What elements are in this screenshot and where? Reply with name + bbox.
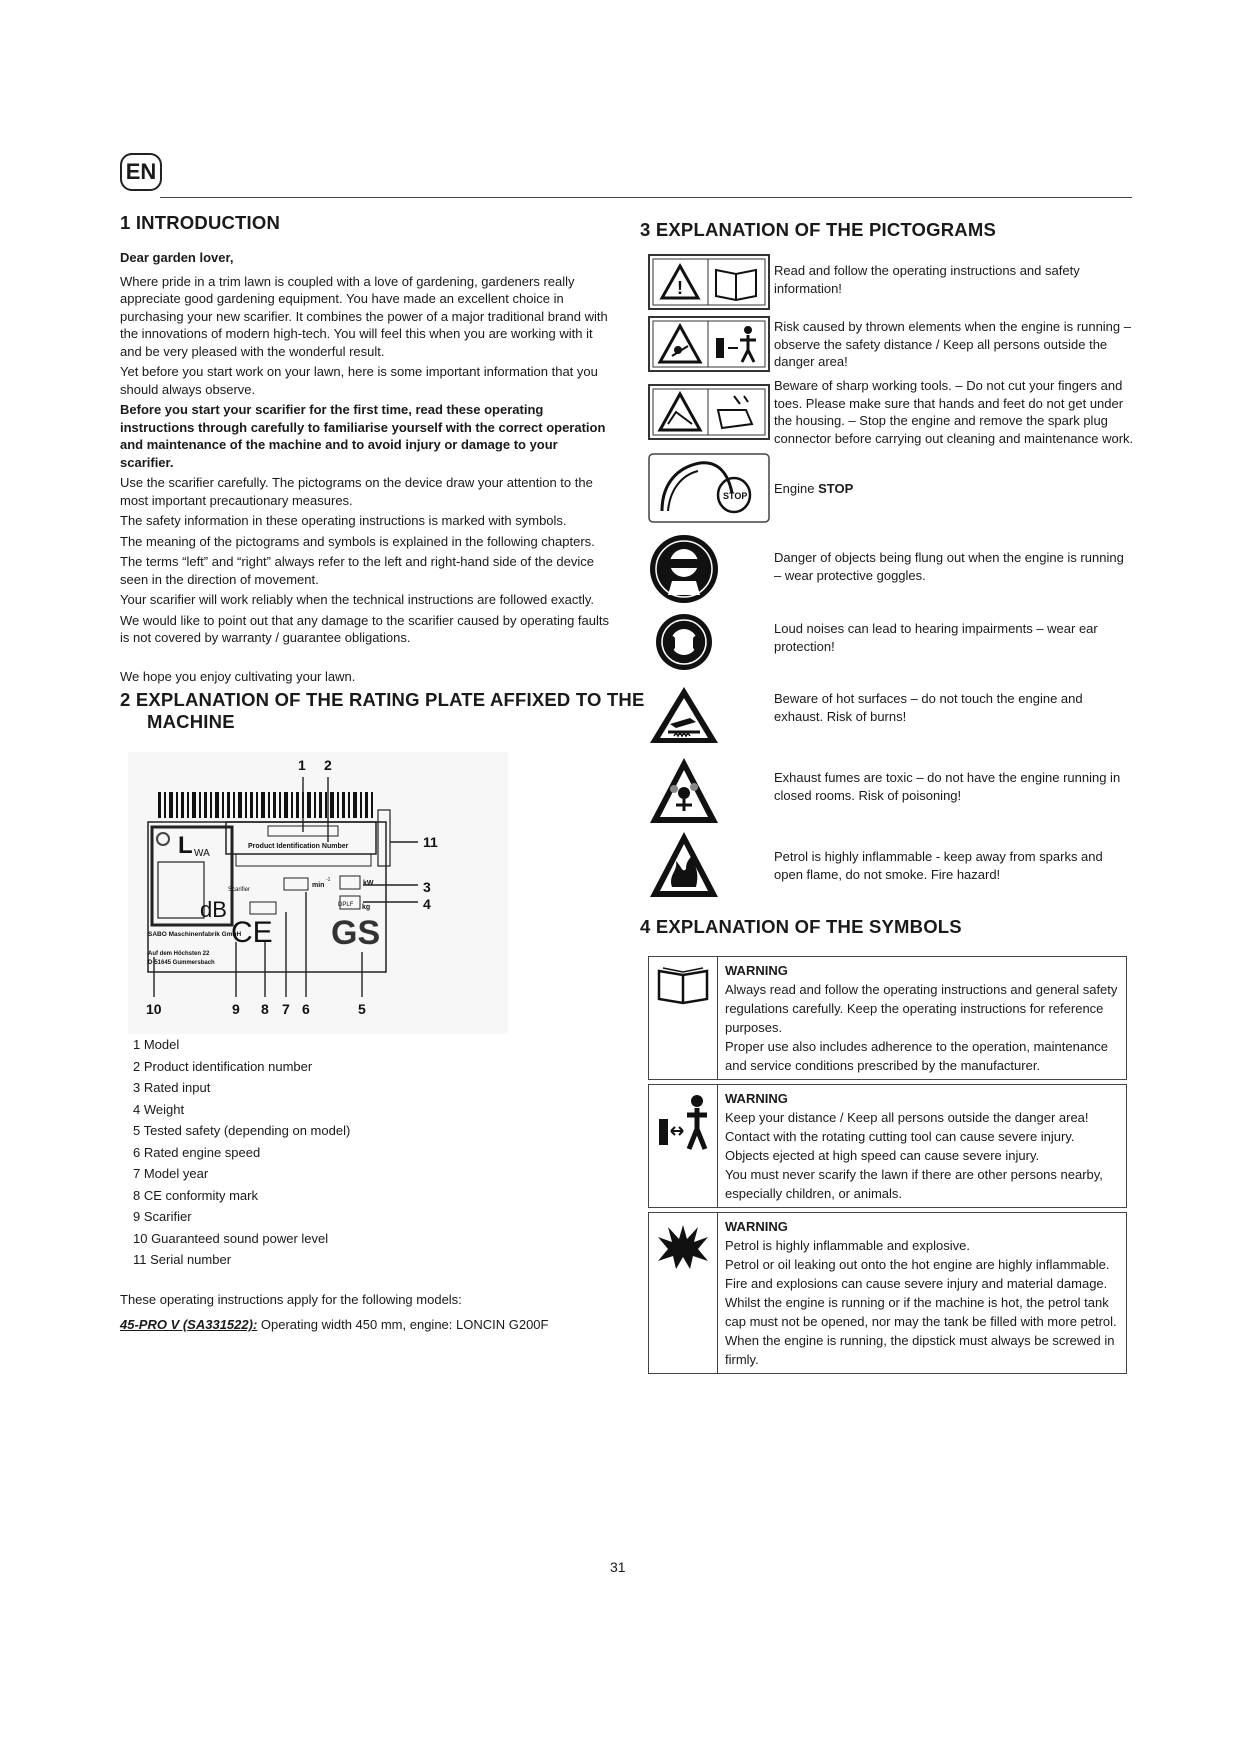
ear-protection-pictogram bbox=[648, 612, 720, 672]
kg-label: kg bbox=[362, 904, 371, 911]
intro-closing: We hope you enjoy cultivating your lawn. bbox=[120, 668, 356, 684]
callout-number: 7 bbox=[282, 1001, 290, 1017]
intro-paragraph: Yet before you start work on your lawn, here is some important information that you should always observe. bbox=[120, 364, 598, 397]
legend-item: 10 Guaranteed sound power level bbox=[133, 1230, 329, 1246]
models-intro: These operating instructions apply for the following models: bbox=[120, 1292, 462, 1307]
model-line bbox=[120, 1315, 548, 1335]
goggles-pictogram bbox=[648, 533, 720, 605]
maker-address-line1: Auf dem Höchsten 22 bbox=[148, 951, 210, 957]
scarifier-label: Scarifier bbox=[228, 887, 251, 893]
keep-distance-icon bbox=[655, 1093, 711, 1153]
legend-item: 1 Model bbox=[133, 1037, 180, 1052]
legend-item: 8 CE conformity mark bbox=[133, 1187, 258, 1203]
legend-item: 3 Rated input bbox=[133, 1080, 211, 1095]
warning-title: WARNING bbox=[725, 1091, 788, 1106]
legend-item: 9 Scarifier bbox=[133, 1209, 192, 1224]
engine-stop-pictogram bbox=[648, 453, 770, 523]
pictogram-text: Exhaust fumes are toxic – do not have the engine running in closed rooms. Risk of poisoning! bbox=[774, 770, 1121, 803]
callout-number: 4 bbox=[423, 896, 431, 912]
callout-number: 2 bbox=[324, 757, 332, 773]
product-id-label: Product Identification Number bbox=[248, 843, 349, 850]
intro-paragraph: Use the scarifier carefully. The pictograms on the device draw your attention to the most important precautionary measures. bbox=[120, 475, 593, 508]
book-icon bbox=[656, 965, 710, 1005]
symbol-icon-cell bbox=[649, 957, 718, 1079]
callout-number: 10 bbox=[146, 1001, 162, 1017]
intro-body bbox=[120, 249, 610, 688]
maker-address-line2: D-51645 Gummersbach bbox=[148, 960, 215, 966]
lwa-subscript: WA bbox=[194, 848, 210, 859]
intro-greeting: Dear garden lover, bbox=[120, 250, 234, 265]
symbol-row bbox=[648, 1084, 1127, 1208]
kw-label: kW bbox=[363, 880, 374, 887]
symbol-icon-cell bbox=[649, 1085, 718, 1207]
symbol-row bbox=[648, 956, 1127, 1080]
callout-number: 8 bbox=[261, 1001, 269, 1017]
sharp-tools-pictogram bbox=[648, 384, 770, 440]
pictogram-text: Loud noises can lead to hearing impairments – wear ear protection! bbox=[774, 621, 1098, 654]
language-badge: EN bbox=[120, 153, 162, 191]
pictogram-text: Petrol is highly inflammable - keep away from sparks and open flame, do not smoke. Fire hazard! bbox=[774, 849, 1103, 882]
ce-mark: CE bbox=[231, 916, 273, 949]
thrown-objects-pictogram bbox=[648, 316, 770, 372]
ear-muff-icon bbox=[667, 636, 675, 650]
pictogram-text: Risk caused by thrown elements when the engine is running – observe the safety distance / Keep all persons outside the danger area! bbox=[774, 319, 1131, 369]
intro-paragraph: The meaning of the pictograms and symbols is explained in the following chapters. bbox=[120, 533, 595, 549]
warning-line: Petrol or oil leaking out onto the hot engine are highly inflammable. bbox=[725, 1257, 1110, 1272]
model-description: Operating width 450 mm, engine: LONCIN G200F bbox=[257, 1317, 549, 1332]
pictogram-text: Danger of objects being flung out when the engine is running – wear protective goggles. bbox=[774, 550, 1124, 583]
rating-plate-diagram bbox=[128, 752, 508, 1034]
legend-item: 7 Model year bbox=[133, 1166, 209, 1181]
legend-item: 2 Product identification number bbox=[133, 1058, 313, 1074]
gs-mark: GS bbox=[331, 914, 381, 952]
intro-paragraph: We would like to point out that any damage to the scarifier caused by operating faults is not covered by warranty / guarantee obligations. bbox=[120, 612, 609, 645]
engine-stop-label: STOP bbox=[818, 481, 854, 496]
warning-line: When the engine is running, the dipstick must always be screwed in firmly. bbox=[725, 1333, 1115, 1367]
warning-title: WARNING bbox=[725, 963, 788, 978]
stop-button-label: STOP bbox=[723, 491, 748, 501]
intro-paragraph: The safety information in these operating instructions is marked with symbols. bbox=[120, 513, 567, 528]
svg-text:!: ! bbox=[677, 278, 683, 298]
lwa-label: L bbox=[178, 832, 193, 859]
legend-item: 11 Serial number bbox=[133, 1252, 232, 1267]
callout-number: 3 bbox=[423, 879, 431, 895]
intro-paragraph: Where pride in a trim lawn is coupled with a love of gardening, gardeners really appreciate good gardening equipment. You have made an excellent choice in purchasing your new scarifier. It combines the power of a major traditional brand with the innovations of modern high-tech. You will feel this when you are working with it and be very pleased with the wonderful result. bbox=[120, 273, 608, 359]
legend-item: 5 Tested safety (depending on model) bbox=[133, 1123, 351, 1138]
models-block bbox=[120, 1290, 548, 1335]
rating-heading-line1: 2 EXPLANATION OF THE RATING PLATE AFFIXED TO THE bbox=[120, 689, 645, 710]
symbol-text-cell bbox=[718, 1213, 1126, 1373]
explosion-icon bbox=[656, 1221, 710, 1271]
hot-surface-pictogram bbox=[648, 684, 720, 746]
toxic-fumes-pictogram bbox=[648, 755, 720, 827]
person-icon bbox=[744, 326, 752, 334]
intro-paragraph: The terms “left” and “right” always refer to the left and right-hand side of the device seen in the direction of movement. bbox=[120, 554, 595, 587]
legend-item: 4 Weight bbox=[133, 1101, 185, 1117]
pictogram-text: Read and follow the operating instructions and safety information! bbox=[774, 263, 1080, 296]
warning-line: You must never scarify the lawn if there are other persons nearby, especially children, or animals. bbox=[725, 1167, 1103, 1201]
model-name: 45-PRO V (SA331522): bbox=[120, 1317, 258, 1332]
pictogram-text: Beware of hot surfaces – do not touch the engine and exhaust. Risk of burns! bbox=[774, 691, 1083, 724]
symbol-text-cell bbox=[718, 1085, 1126, 1207]
min-superscript: -1 bbox=[326, 877, 331, 883]
symbol-icon-cell bbox=[649, 1213, 718, 1373]
warning-line: Objects ejected at high speed can cause severe injury. bbox=[725, 1148, 1040, 1163]
callout-number: 11 bbox=[423, 834, 438, 850]
callout-number: 6 bbox=[302, 1001, 310, 1017]
pictogram-text: Beware of sharp working tools. – Do not cut your fingers and toes. Please make sure that hands and feet do not get under the housing. – Stop the engine and remove the spark plug connector before carrying out cleaning and maintenance work. bbox=[774, 378, 1134, 446]
callout-number: 1 bbox=[298, 757, 306, 773]
goggles-icon bbox=[668, 559, 700, 568]
page-number: 31 bbox=[610, 1559, 626, 1575]
symbols-table bbox=[648, 956, 1127, 1378]
intro-heading: 1 INTRODUCTION bbox=[120, 212, 281, 233]
pictograms-heading: 3 EXPLANATION OF THE PICTOGRAMS bbox=[640, 219, 997, 240]
rating-plate-legend bbox=[133, 1034, 350, 1271]
min-label: min bbox=[312, 882, 325, 889]
legend-item: 6 Rated engine speed bbox=[133, 1144, 261, 1160]
engine-label: Engine bbox=[774, 481, 819, 496]
fumes-icon bbox=[690, 783, 698, 791]
warning-line: Keep your distance / Keep all persons outside the danger area! bbox=[725, 1110, 1089, 1125]
warning-line: Contact with the rotating cutting tool can cause severe injury. bbox=[725, 1129, 1075, 1144]
fire-hazard-pictogram bbox=[648, 829, 720, 901]
maker-label: SABO Maschinenfabrik GmbH bbox=[148, 931, 242, 938]
symbol-row bbox=[648, 1212, 1127, 1374]
warning-line: Petrol is highly inflammable and explosive. bbox=[725, 1238, 970, 1253]
callout-number: 5 bbox=[358, 1001, 366, 1017]
pictogram-text-engine-stop bbox=[774, 480, 1134, 498]
person-icon bbox=[678, 787, 690, 799]
rating-heading-line2: MACHINE bbox=[147, 711, 235, 732]
intro-paragraph: Your scarifier will work reliably when the technical instructions are followed exactly. bbox=[120, 592, 594, 607]
dplf-label: DPLF bbox=[338, 902, 354, 908]
warning-title: WARNING bbox=[725, 1219, 788, 1234]
read-manual-pictogram bbox=[648, 254, 770, 310]
header-rule bbox=[160, 197, 1132, 198]
db-label: dB bbox=[200, 897, 227, 922]
intro-warning-paragraph: Before you start your scarifier for the first time, read these operating instructions through carefully to familiarise yourself with the correct operation and maintenance of the machine and to avoid injury or damage to your scarifier. bbox=[120, 402, 606, 470]
symbol-text-cell bbox=[718, 957, 1126, 1079]
callout-number: 9 bbox=[232, 1001, 240, 1017]
warning-line: Always read and follow the operating instructions and general safety regulations carefully. Keep the operating instructions for reference purposes. bbox=[725, 982, 1118, 1035]
symbols-heading: 4 EXPLANATION OF THE SYMBOLS bbox=[640, 916, 962, 937]
warning-line: Whilst the engine is running or if the machine is hot, the petrol tank cap must not be opened, nor may the tank be filled with more petrol. bbox=[725, 1295, 1117, 1329]
warning-line: Fire and explosions can cause severe injury and material damage. bbox=[725, 1276, 1108, 1291]
machine-icon bbox=[716, 338, 724, 358]
warning-line: Proper use also includes adherence to the operation, maintenance and service conditions prescribed by the manufacturer. bbox=[725, 1039, 1109, 1073]
